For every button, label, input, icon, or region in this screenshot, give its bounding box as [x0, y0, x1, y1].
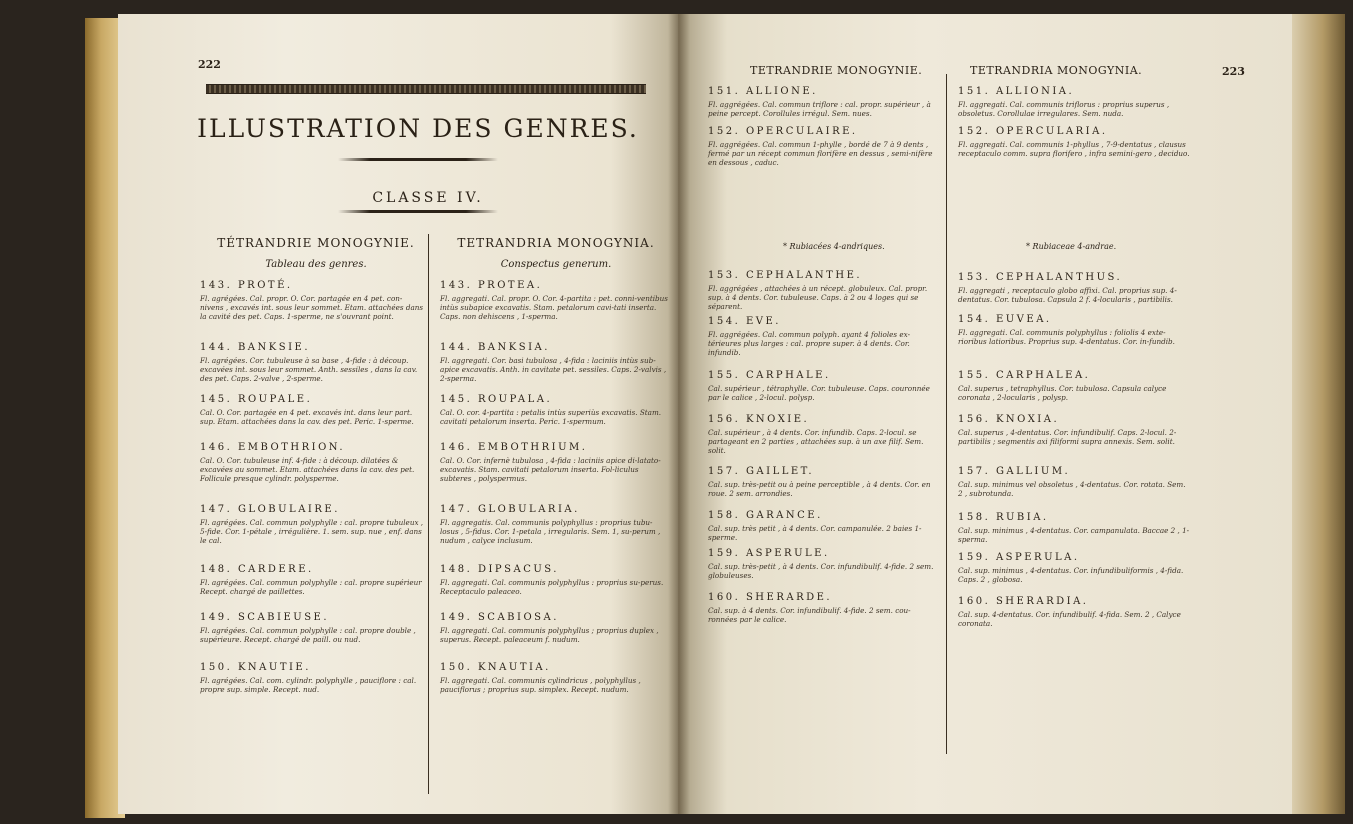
genus-entry [958, 596, 1190, 628]
genus-entry [708, 548, 938, 580]
genus-name: 151. ALLIONIA. [958, 86, 1075, 97]
genus-entry [440, 564, 670, 596]
genus-name: 144. BANKSIA. [440, 342, 550, 353]
column-subheading-fr: Tableau des genres. [265, 259, 367, 270]
genus-description: Fl. aggrégées , attachées à un récept. globuleux. Cal. propr. sup. à 4 dents. Cor. tubuleuse. Caps. à 2 ou 4 loges qui se séparent. [708, 284, 928, 312]
genus-entry [200, 442, 424, 484]
genus-entry [200, 504, 424, 546]
genus-description: Cal. O. Cor. partagée en 4 pet. excavés int. dans leur part. sup. Etam. attachées dans la cav. des pet. Peric. 1-sperme. [200, 408, 414, 427]
genus-entry [958, 314, 1190, 346]
genus-description: Fl. aggregati. Cal. propr. O. Cor. 4-partita : pet. conni-ventibus intùs subapice excavatis. Stam. petalorum cavi-tati inserta. Caps. non dehiscens , 1-sperma. [440, 294, 668, 322]
genus-description: Fl. aggrégées. Cal. commun 1-phylle , bordé de 7 à 9 dents , fermé par un récept commun florifère en dessus , semi-nifère en dessous , caduc. [708, 140, 933, 168]
genus-entry [708, 270, 938, 312]
genus-description: Cal. sup. minimus , 4-dentatus. Cor. infundibuliformis , 4-fida. Caps. 2 , globosa. [958, 566, 1184, 585]
genus-entry [958, 552, 1190, 584]
header-rule [206, 84, 646, 94]
genus-description: Fl. aggregati , receptaculo globo affixi. Cal. proprius sup. 4-dentatus. Cor. tubulosa. Capsula 2 f. 4-locularis , partibilis. [958, 286, 1177, 305]
genus-entry [708, 414, 938, 456]
ornament-rule-top [338, 158, 498, 161]
genus-entry [708, 510, 938, 542]
genus-entry [200, 394, 424, 426]
genus-name: 156. KNOXIA. [958, 414, 1060, 425]
genus-description: Fl. aggregatis. Cal. communis polyphyllus : proprius tubu-losus , 5-fidus. Cor. 1-petala , irregularis. Sem. 1, su-perum , nudum , calyce inclusum. [440, 518, 661, 546]
rubric-fr: * Rubiacées 4-andriques. [783, 242, 885, 251]
rubric-la: * Rubiaceae 4-andrae. [1026, 242, 1117, 251]
genus-description: Fl. aggrégées. Cal. commun triflore : cal. propr. supérieur , à peine percept. Corollules irrégul. Sem. nues. [708, 100, 931, 119]
genus-name: 147. GLOBULAIRE. [200, 504, 340, 515]
genus-name: 145. ROUPALA. [440, 394, 553, 405]
genus-entry [708, 126, 938, 168]
genus-description: Cal. O. Cor. infernè tubulosa , 4-fida : laciniis apice di-latato-excavatis. Stam. cavitati petalorum inserta. Fol-liculus subteres , polyspermus. [440, 456, 661, 484]
column-heading-fr: TÉTRANDRIE MONOGYNIE. [217, 236, 415, 250]
right-page [678, 14, 1292, 814]
genus-name: 154. EUVEA. [958, 314, 1052, 325]
column-divider-right [946, 74, 947, 754]
column-subheading-la: Conspectus generum. [500, 259, 612, 270]
genus-entry [708, 592, 938, 624]
running-head-la: TETRANDRIA MONOGYNIA. [970, 64, 1143, 77]
genus-entry [958, 414, 1190, 446]
genus-description: Cal. sup. minimus vel obsoletus , 4-dentatus. Cor. rotata. Sem. 2 , subrotunda. [958, 480, 1186, 499]
genus-entry [958, 126, 1190, 158]
genus-description: Fl. aggregati. Cal. communis cylindricus , polyphyllus , pauciflorus ; proprius sup. simplex. Recept. nudum. [440, 676, 641, 695]
genus-name: 158. RUBIA. [958, 512, 1049, 523]
genus-entry [440, 504, 670, 546]
genus-description: Fl. aggrégées. Cal. commun polyph. ayant 4 folioles ex-térieures plus larges : cal. propre super. à 4 dents. Cor. infundib. [708, 330, 911, 358]
genus-entry [200, 280, 424, 322]
genus-description: Cal. sup. très petit , à 4 dents. Cor. campanulée. 2 baies 1-sperme. [708, 524, 922, 543]
genus-description: Cal. O. Cor. tubuleuse inf. 4-fide : à découp. dilatées & excavées au sommet. Etam. attachées dans la cav. des pet. Follicule presque cylindr. polysperme. [200, 456, 415, 484]
left-page [118, 14, 678, 814]
genus-name: 149. SCABIEUSE. [200, 612, 330, 623]
right-page-edges [1290, 14, 1345, 814]
genus-entry [200, 342, 424, 384]
genus-entry [958, 86, 1190, 118]
genus-name: 159. ASPERULE. [708, 548, 830, 559]
genus-name: 144. BANKSIE. [200, 342, 311, 353]
genus-entry [708, 370, 938, 402]
genus-name: 146. EMBOTHRIUM. [440, 442, 588, 453]
genus-entry [708, 466, 938, 498]
genus-name: 160. SHERARDE. [708, 592, 833, 603]
genus-entry [958, 272, 1190, 304]
genus-name: 153. CEPHALANTHE. [708, 270, 863, 281]
genus-entry [440, 662, 670, 694]
genus-description: Fl. aggregati. Cal. communis polyphyllus ; proprius duplex , superus. Recept. paleaceum f. nudum. [440, 626, 659, 645]
running-head-fr: TETRANDRIE MONOGYNIE. [750, 64, 923, 77]
genus-description: Fl. agrégées. Cal. commun polyphylle : cal. propre tubuleux , 5-fide. Cor. 1-pétale , irrégulière. 1. sem. sup. nue , enf. dans le cal. [200, 518, 424, 546]
genus-name: 150. KNAUTIE. [200, 662, 311, 673]
genus-description: Fl. agrégées. Cal. com. cylindr. polyphylle , pauciflore : cal. propre sup. simple. Recept. nud. [200, 676, 417, 695]
genus-entry [200, 612, 424, 644]
genus-description: Cal. sup. très-petit , à 4 dents. Cor. infundibulif. 4-fide. 2 sem. globuleuses. [708, 562, 934, 581]
genus-description: Cal. supérieur , tétraphylle. Cor. tubuleuse. Caps. couronnée par le calice , 2-locul. polysp. [708, 384, 930, 403]
genus-name: 151. ALLIONE. [708, 86, 818, 97]
genus-description: Fl. aggregati. Cal. communis polyphyllus : foliolis 4 exte-rioribus latioribus. Proprius sup. 4-dentatus. Cor. in-fundib. [958, 328, 1175, 347]
genus-entry [958, 370, 1190, 402]
book-gutter [668, 14, 690, 814]
genus-description: Fl. agrégées. Cor. tubuleuse à sa base , 4-fide : à découp. excavées int. sous leur sommet. Anth. sessiles , dans la cav. des pet. Caps. 2-valve , 2-sperme. [200, 356, 418, 384]
genus-name: 145. ROUPALE. [200, 394, 313, 405]
genus-entry [200, 564, 424, 596]
genus-entry [958, 466, 1190, 498]
genus-name: 150. KNAUTIA. [440, 662, 551, 673]
genus-entry [708, 86, 938, 118]
genus-description: Cal. sup. 4-dentatus. Cor. infundibulif. 4-fida. Sem. 2 , Calyce coronata. [958, 610, 1181, 629]
column-heading-la: TETRANDRIA MONOGYNIA. [457, 236, 655, 250]
genus-entry [440, 442, 670, 484]
genus-entry [440, 612, 670, 644]
genus-name: 155. CARPHALEA. [958, 370, 1091, 381]
genus-name: 155. CARPHALE. [708, 370, 831, 381]
genus-description: Cal. O. cor. 4-partita : petalis intùs superiùs excavatis. Stam. cavitati petalorum inserta. Peric. 1-spermum. [440, 408, 662, 427]
genus-name: 148. DIPSACUS. [440, 564, 559, 575]
page-number-right: 223 [1222, 65, 1245, 78]
genus-name: 156. KNOXIE. [708, 414, 810, 425]
class-title: CLASSE IV. [372, 190, 484, 206]
genus-name: 157. GALLIUM. [958, 466, 1071, 477]
ornament-rule-bottom [338, 210, 498, 213]
genus-description: Fl. aggregati. Cal. communis 1-phyllus , 7-9-dentatus , clausus receptaculo comm. supra florifero , infra semini-gero , deciduo. [958, 140, 1190, 159]
genus-name: 148. CARDERE. [200, 564, 314, 575]
genus-name: 143. PROTEA. [440, 280, 543, 291]
genus-name: 152. OPERCULARIA. [958, 126, 1108, 137]
genus-description: Fl. aggregati. Cal. communis triflorus : proprius superus , obsoletus. Corollulae irregulares. Sem. nuda. [958, 100, 1170, 119]
genus-entry [440, 394, 670, 426]
column-divider [428, 234, 429, 794]
genus-description: Fl. agrégées. Cal. propr. O. Cor. partagée en 4 pet. con-nivens , excavés int. sous leur sommet. Etam. attachées dans la cavité des pet. Caps. 1-sperme, ne s'ouvrant point. [200, 294, 424, 322]
genus-name: 160. SHERARDIA. [958, 596, 1089, 607]
genus-entry [708, 316, 938, 358]
genus-description: Cal. sup. très-petit ou à peine perceptible , à 4 dents. Cor. en roue. 2 sem. arrondies. [708, 480, 931, 499]
genus-name: 152. OPERCULAIRE. [708, 126, 858, 137]
genus-name: 154. EVE. [708, 316, 781, 327]
genus-description: Fl. aggregati. Cor. basi tubulosa , 4-fida : laciniis intùs sub-apice excavatis. Anth. in cavitate pet. sessiles. Caps. 2-valvis , 2-sperma. [440, 356, 667, 384]
genus-name: 146. EMBOTHRION. [200, 442, 346, 453]
genus-entry [958, 512, 1190, 544]
page-title: ILLUSTRATION DES GENRES. [197, 114, 639, 143]
genus-description: Cal. supérieur , à 4 dents. Cor. infundib. Caps. 2-locul. se partageant en 2 parties , attachées sup. à un axe filif. Sem. solit. [708, 428, 924, 456]
genus-description: Fl. aggregati. Cal. communis polyphyllus : proprius su-perus. Receptaculo paleaceo. [440, 578, 664, 597]
genus-name: 159. ASPERULA. [958, 552, 1080, 563]
genus-name: 157. GAILLET. [708, 466, 815, 477]
page-number-left: 222 [198, 58, 221, 71]
genus-entry [440, 342, 670, 384]
genus-description: Cal. superus , 4-dentatus. Cor. infundibulif. Caps. 2-locul. 2-partibilis ; segmentis axi filiformi supra annexis. Sem. solit. [958, 428, 1177, 447]
genus-description: Cal. sup. à 4 dents. Cor. infundibulif. 4-fide. 2 sem. cou-ronnées par le calice. [708, 606, 911, 625]
genus-name: 147. GLOBULARIA. [440, 504, 580, 515]
genus-description: Cal. superus , tetraphyllus. Cor. tubulosa. Capsula calyce coronata , 2-locularis , polysp. [958, 384, 1167, 403]
genus-description: Fl. agrégées. Cal. commun polyphylle : cal. propre double , supérieure. Recept. chargé de paill. ou nud. [200, 626, 416, 645]
genus-name: 143. PROTÉ. [200, 280, 293, 291]
genus-name: 153. CEPHALANTHUS. [958, 272, 1123, 283]
genus-name: 149. SCABIOSA. [440, 612, 559, 623]
genus-description: Fl. agrégées. Cal. commun polyphylle : cal. propre supérieur Recept. chargé de paillettes. [200, 578, 422, 597]
genus-entry [200, 662, 424, 694]
genus-name: 158. GARANCE. [708, 510, 823, 521]
genus-description: Cal. sup. minimus , 4-dentatus. Cor. campanulata. Baccae 2 , 1-sperma. [958, 526, 1190, 545]
genus-entry [440, 280, 670, 322]
